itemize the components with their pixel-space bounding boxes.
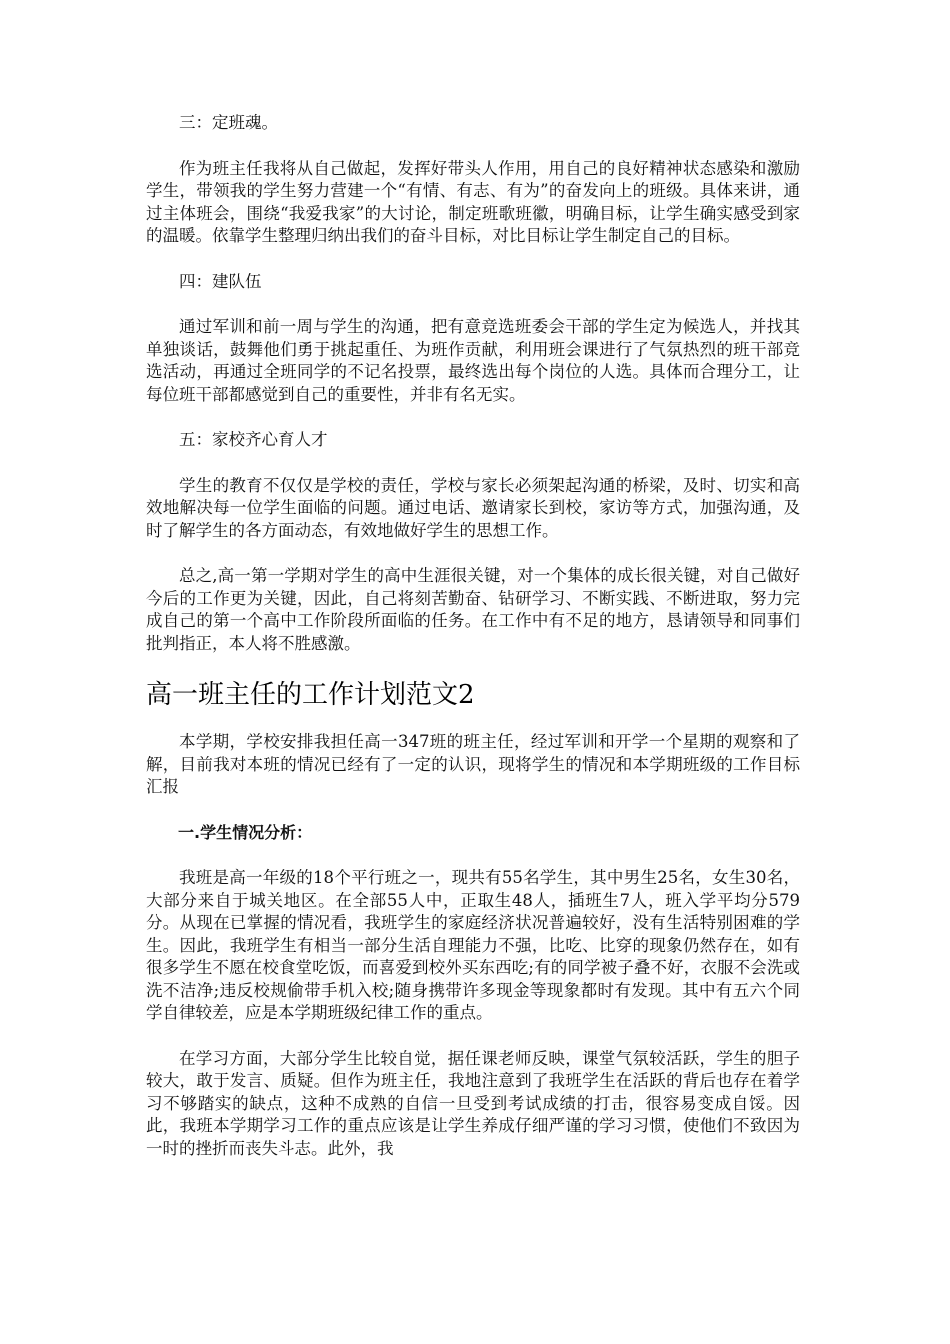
student-analysis-heading: 一.学生情况分析： [178,822,313,842]
document-page [146,112,800,1183]
section-heading-4: 四：建队伍 [179,271,262,291]
section-paragraph-5: 学生的教育不仅仅是学校的责任，学校与家长必须架起沟通的桥梁，及时、切实和高效地解决每一位学生面临的问题。通过电话、邀请家长到校，家访等方式，加强沟通，及时了解学生的各方面动态，有效地做好学生的思想工作。 [146,475,800,540]
student-analysis-paragraph-1: 我班是高一年级的18个平行班之一，现共有55名学生，其中男生25名，女生30名，大部分来自于城关地区。在全部55人中，正取生48人，插班生7人，班入学平均分579分。从现在已掌握的情况看，我班学生的家庭经济状况普遍较好，没有生活特别困难的学生。因此，我班学生有相当一部分生活自理能力不强，比吃、比穿的现象仍然存在，如有很多学生不愿在校食堂吃饭，而喜爱到校外买东西吃;有的同学被子叠不好，衣服不会洗或洗不洁净;违反校规偷带手机入校;随身携带许多现金等现象都时有发现。其中有五六个同学自律较差，应是本学期班级纪律工作的重点。 [146,868,800,1022]
section-paragraph-3: 作为班主任我将从自己做起，发挥好带头人作用，用自己的良好精神状态感染和激励学生，带领我的学生努力营建一个“有情、有志、有为”的奋发向上的班级。具体来讲，通过主体班会，围绕“我爱我家”的大讨论，制定班歌班徽，明确目标，让学生确实感受到家的温暖。依靠学生整理归纳出我们的奋斗目标，对比目标让学生制定自己的目标。 [146,158,800,245]
section-paragraph-4: 通过军训和前一周与学生的沟通，把有意竞选班委会干部的学生定为候选人，并找其单独谈话，鼓舞他们勇于挑起重任、为班作贡献，利用班会课进行了气氛热烈的班干部竞选活动，再通过全班同学的不记名投票，最终选出每个岗位的人选。具体而合理分工，让每位班干部都感觉到自己的重要性，并非有名无实。 [146,317,800,404]
article-intro-paragraph: 本学期，学校安排我担任高一347班的班主任，经过军训和开学一个星期的观察和了解，目前我对本班的情况已经有了一定的认识，现将学生的情况和本学期班级的工作目标汇报 [146,732,800,796]
section-heading-3: 三：定班魂。 [179,113,278,132]
section-heading-5: 五：家校齐心育人才 [179,430,328,449]
summary-paragraph: 总之,高一第一学期对学生的高中生涯很关键，对一个集体的成长很关键，对自己做好今后的工作更为关键，因此，自己将刻苦勤奋、钻研学习、不断实践、不断进取，努力完成自己的第一个高中工作阶段所面临的任务。在工作中有不足的地方，恳请领导和同事们批判指正，本人将不胜感激。 [146,566,800,653]
article-title: 高一班主任的工作计划范文2 [146,680,475,710]
student-analysis-paragraph-2: 在学习方面，大部分学生比较自觉，据任课老师反映，课堂气氛较活跃，学生的胆子较大，敢于发言、质疑。但作为班主任，我地注意到了我班学生在活跃的背后也存在着学习不够踏实的缺点，这种不成熟的自信一旦受到考试成绩的打击，很容易变成自馁。因此，我班本学期学习工作的重点应该是让学生养成仔细严谨的学习习惯，使他们不致因为一时的挫折而丧失斗志。此外，我 [146,1048,800,1158]
